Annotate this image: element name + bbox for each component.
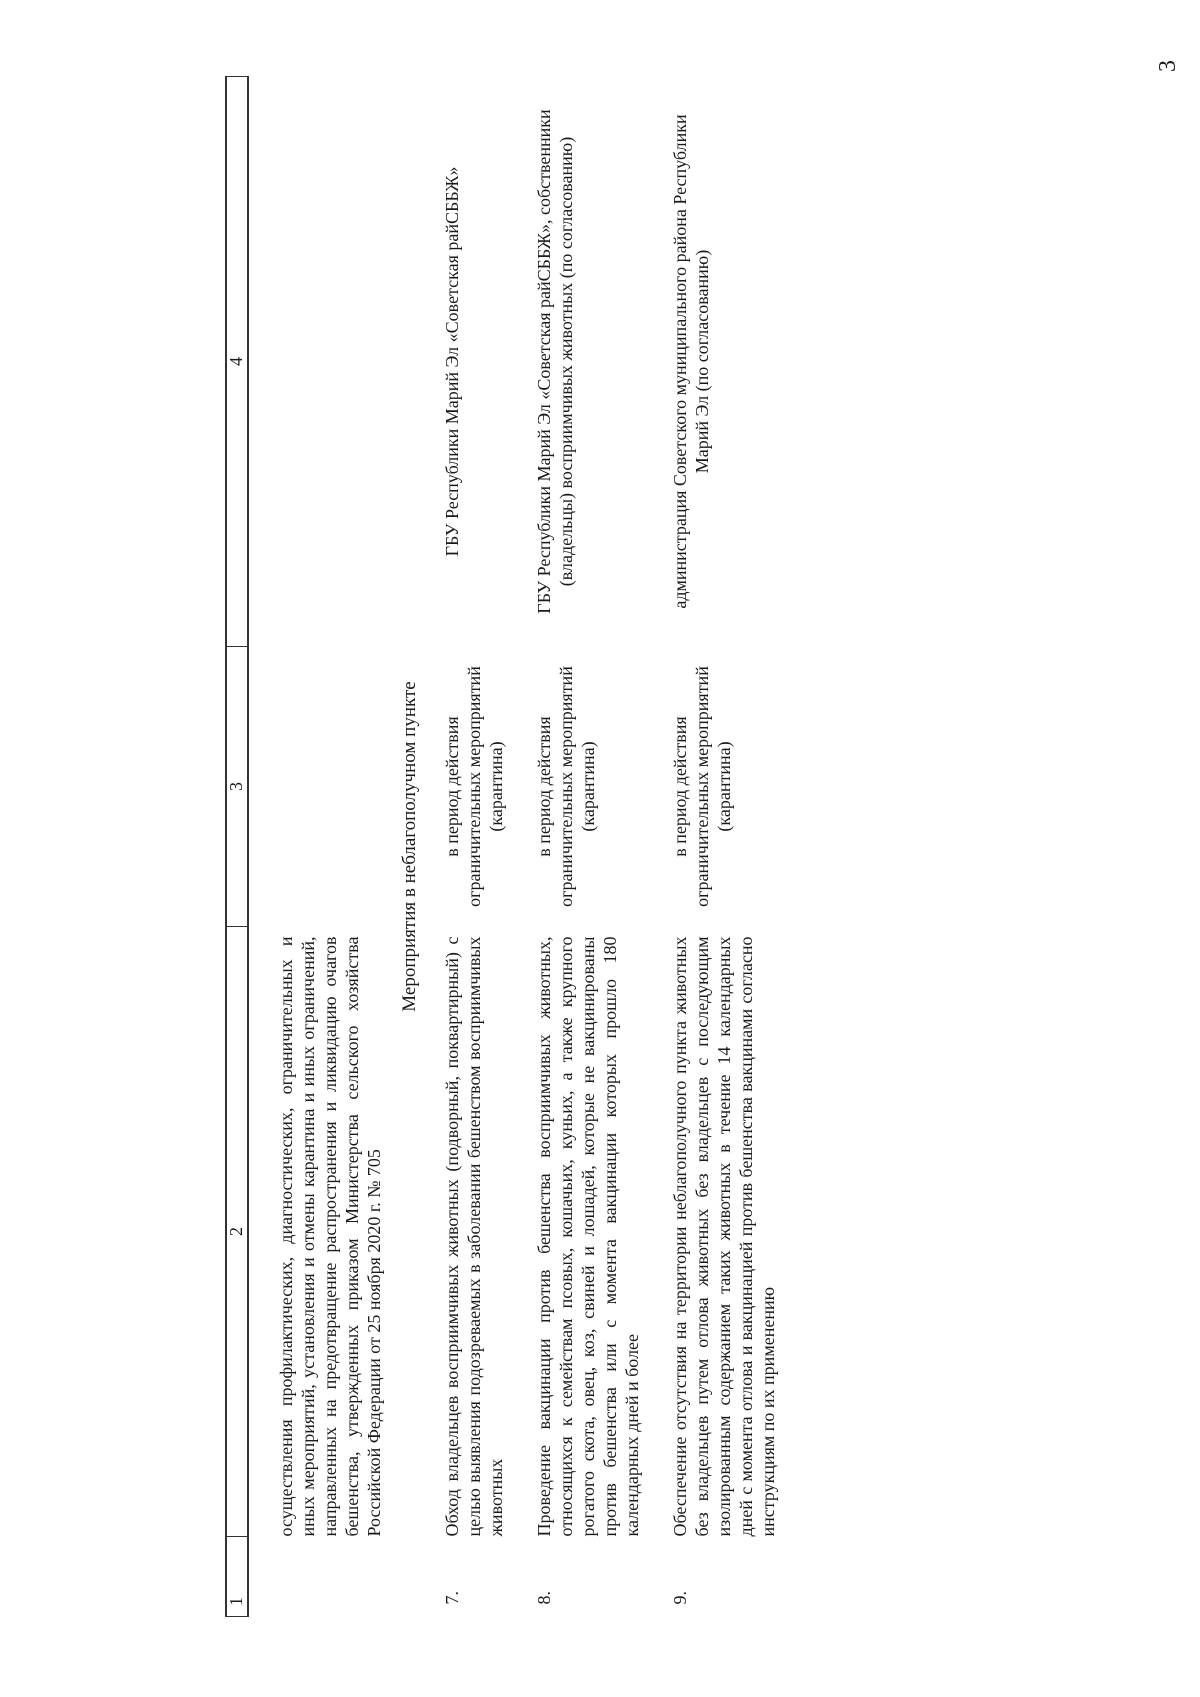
row-number (275, 1537, 385, 1617)
header-col-2: 2 (225, 927, 248, 1537)
header-col-4: 4 (225, 77, 248, 647)
section-title: Мероприятия в неблагополучном пункте (399, 681, 420, 1012)
row-executor (275, 77, 385, 647)
table-row (533, 77, 643, 1617)
row-number: 9. (670, 1591, 690, 1605)
header-col-3: 3 (225, 647, 248, 927)
table-row-continuation (275, 77, 385, 1617)
page-number: 3 (1155, 60, 1181, 72)
row-executor: ГБУ Республики Марий Эл «Советская райСББЖ», собственники (владельцы) восприимчивых животных (по согласованию) (534, 109, 576, 614)
row-text: Обход владельцев восприимчивых животных (подворный, поквартирный) с целью выявления подозреваемых в заболевании бешенством восприимчивых животных (442, 936, 506, 1537)
row-text: осуществления профилактических, диагностических, ограничительных и иных мероприятий, установления и отмены карантина и иных ограничений, направленных на предотвращение распространения и ликвидацию очагов бешенства, утвержденных приказом Министерства сельского хозяйства Российской Федерации от 25 ноября 2020 г. № 705 (276, 936, 384, 1537)
measures-table (225, 76, 779, 1617)
row-number: 7. (442, 1591, 462, 1605)
table-row (669, 77, 779, 1617)
rotated-page (225, 77, 985, 1617)
row-text: Обеспечение отсутствия на территории неблагополучного пункта животных без владельцев путем отлова животных без владельцев с последующим изолированным содержанием таких животных в течение 14 календарных дней с момента отлова и вакцинацией против бешенства вакцинами согласно инструкциям по их применению (670, 936, 778, 1537)
table-row (441, 77, 507, 1617)
header-col-1: 1 (225, 1537, 248, 1617)
row-term: в период действия ограничительных мероприятий (карантина) (670, 666, 734, 907)
row-text: Проведение вакцинации против бешенства восприимчивых животных, относящихся к семействам псовых, кошачьих, куньих, а также крупного рогатого скота, овец, коз, свиней и лошадей, которые не вакцинированы против бешенства или с момента вакцинации которых прошло 180 календарных дней и более (534, 936, 642, 1537)
row-executor: администрация Советского муниципального района Республики Марий Эл (по согласованию) (670, 114, 712, 609)
row-number: 8. (534, 1591, 554, 1605)
row-term: в период действия ограничительных мероприятий (карантина) (442, 666, 506, 907)
row-term: в период действия ограничительных мероприятий (карантина) (534, 666, 598, 907)
header-row (225, 77, 248, 1617)
row-executor: ГБУ Республики Марий Эл «Советская райСББЖ» (442, 166, 462, 557)
row-term (275, 647, 385, 927)
table-top-rule (225, 77, 227, 1617)
section-row (385, 77, 441, 1617)
